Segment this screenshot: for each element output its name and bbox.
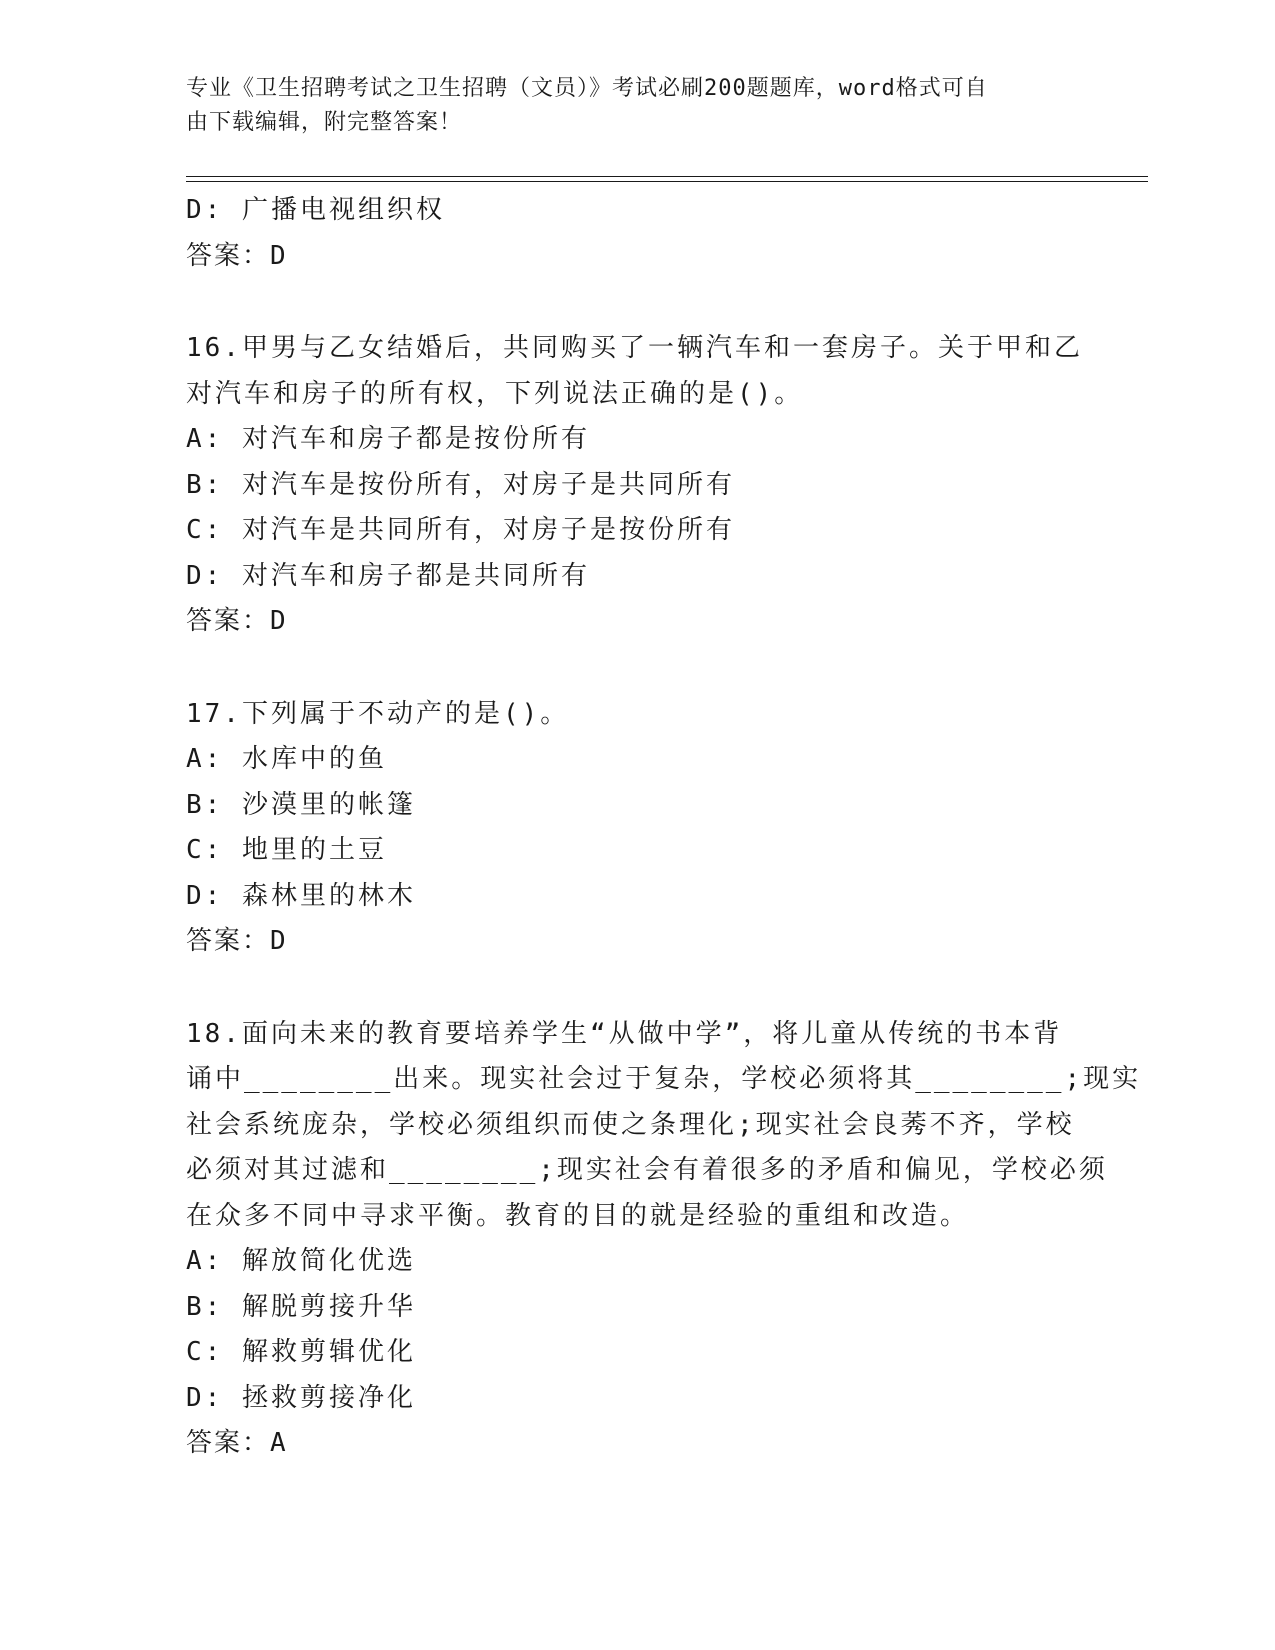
- question-stem: [186, 692, 1086, 738]
- header-divider-top: [186, 176, 1148, 177]
- question-stem: [186, 326, 1086, 417]
- stem-line: 18.面向未来的教育要培养学生“从做中学”，将儿童从传统的书本背: [186, 1018, 1063, 1049]
- stem-line: 社会系统庞杂，学校必须组织而使之条理化;现实社会良莠不齐，学校: [186, 1109, 1075, 1140]
- spacer: [186, 645, 1086, 692]
- question-stem: [186, 1012, 1142, 1240]
- document-header: [186, 72, 1066, 140]
- stem-line: 在众多不同中寻求平衡。教育的目的就是经验的重组和改造。: [186, 1200, 970, 1231]
- option-c: C: 解救剪辑优化: [186, 1337, 416, 1367]
- question-15-tail: [186, 188, 1086, 279]
- option-b: B: 对汽车是按份所有，对房子是共同所有: [186, 469, 735, 500]
- spacer: [186, 279, 1086, 326]
- option-d: D: 拯救剪接净化: [186, 1382, 416, 1413]
- option-d: D: 广播电视组织权: [186, 195, 445, 225]
- question-16: [186, 326, 1086, 645]
- stem-line: 诵中________出来。现实社会过于复杂，学校必须将其________;现实: [186, 1064, 1142, 1094]
- option-b: B: 解脱剪接升华: [186, 1291, 416, 1322]
- stem-line: 对汽车和房子的所有权，下列说法正确的是()。: [186, 378, 804, 409]
- option-d: D: 森林里的林木: [186, 880, 416, 911]
- option-c: C: 对汽车是共同所有，对房子是按份所有: [186, 515, 735, 545]
- option-a: A: 解放简化优选: [186, 1246, 416, 1276]
- answer-line: 答案：D: [186, 606, 288, 636]
- answer-line: 答案：A: [186, 1428, 288, 1458]
- question-18: [186, 1012, 1142, 1467]
- header-title-line-2: 由下载编辑，附完整答案！: [186, 110, 463, 135]
- option-b: B: 沙漠里的帐篷: [186, 789, 416, 820]
- question-content: [186, 188, 1142, 1467]
- option-d: D: 对汽车和房子都是共同所有: [186, 560, 590, 591]
- stem-line: 17.下列属于不动产的是()。: [186, 698, 570, 729]
- option-a: A: 水库中的鱼: [186, 744, 387, 774]
- option-a: A: 对汽车和房子都是按份所有: [186, 424, 590, 454]
- question-17: [186, 692, 1086, 965]
- stem-line: 必须对其过滤和________;现实社会有着很多的矛盾和偏见，学校必须: [186, 1155, 1108, 1185]
- header-divider-bottom: [186, 181, 1148, 182]
- header-title-line-1: 专业《卫生招聘考试之卫生招聘（文员）》考试必刷200题题库，word格式可自: [186, 76, 988, 101]
- answer-line: 答案：D: [186, 926, 288, 956]
- answer-line: 答案：D: [186, 240, 288, 271]
- stem-line: 16.甲男与乙女结婚后，共同购买了一辆汽车和一套房子。关于甲和乙: [186, 333, 1083, 363]
- option-c: C: 地里的土豆: [186, 835, 387, 865]
- spacer: [186, 965, 1086, 1012]
